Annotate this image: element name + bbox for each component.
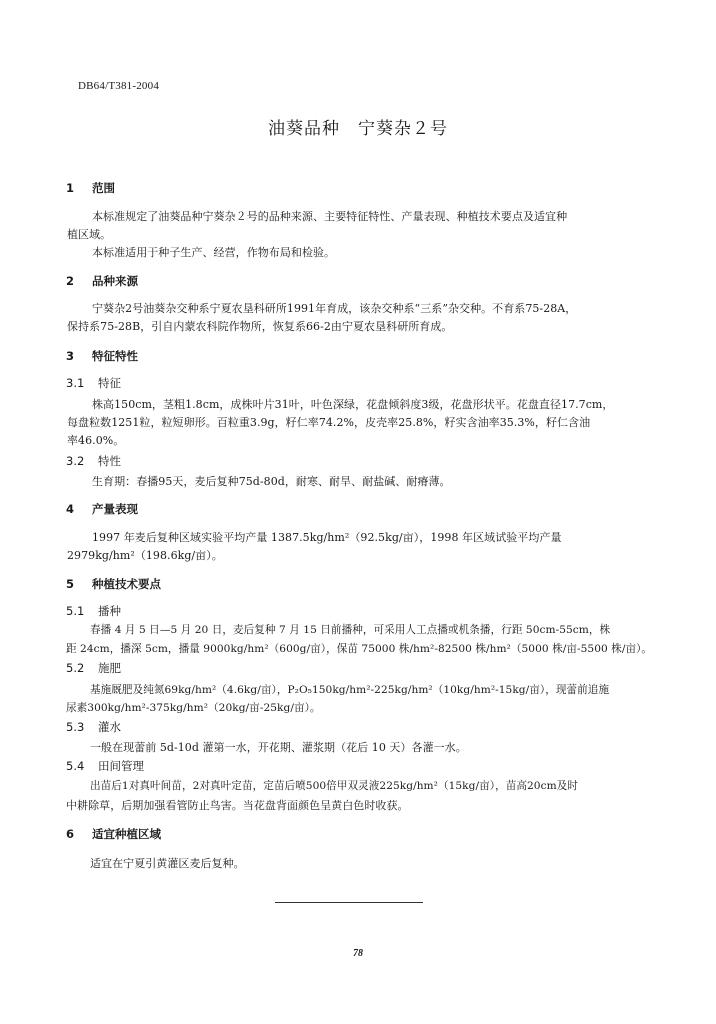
section-heading-1 bbox=[66, 180, 115, 196]
paragraph-line: 中耕除草，后期加强看管防止鸟害。当花盘背面颜色呈黄白色时收获。 bbox=[66, 799, 409, 812]
paragraph-line: 1997 年麦后复种区域实验平均产量 1387.5kg/hm²（92.5kg/亩），1998 年区域试验平均产量 bbox=[92, 531, 562, 544]
paragraph-line: 基施厩肥及纯氮69kg/hm²（4.6kg/亩），P₂O₅150kg/hm²-225kg/hm²（10kg/hm²-15kg/亩），现蕾前追施 bbox=[90, 684, 610, 696]
subsection-title: 播种 bbox=[98, 604, 121, 618]
paragraph-line: 率46.0%。 bbox=[67, 434, 125, 447]
section-number: 6 bbox=[66, 827, 75, 841]
paragraph-line: 春播 4 月 5 日—5 月 20 日，麦后复种 7 月 15 日前播种，可采用人工点播或机条播，行距 50cm-55cm，株 bbox=[90, 624, 611, 636]
subsection-number: 5.4 bbox=[66, 759, 85, 773]
paragraph-line: 生育期：春播95天，麦后复种75d-80d，耐寒、耐旱、耐盐碱、耐瘠薄。 bbox=[92, 475, 451, 488]
subsection-title: 施肥 bbox=[98, 661, 121, 675]
paragraph-line: 距 24cm，播深 5cm，播量 9000kg/hm²（600g/亩），保苗 75000 株/hm²-82500 株/hm²（5000 株/亩-5500 株/亩）。 bbox=[66, 643, 653, 655]
subsection-number: 3.1 bbox=[66, 376, 85, 390]
section-number: 2 bbox=[66, 274, 75, 288]
paragraph-line: 保持系75-28B，引自内蒙农科院作物所，恢复系66-2由宁夏农垦科研所育成。 bbox=[67, 320, 453, 333]
document-code: DB64/T381-2004 bbox=[78, 80, 160, 92]
section-number: 5 bbox=[66, 577, 75, 591]
subsection-heading-5-2 bbox=[66, 660, 121, 676]
paragraph-line: 株高150cm，茎粗1.8cm，成株叶片31叶，叶色深绿，花盘倾斜度3级，花盘形状平。花盘直径17.7cm， bbox=[92, 398, 614, 411]
subsection-title: 灌水 bbox=[98, 720, 121, 734]
page-number: 78 bbox=[353, 948, 363, 959]
subsection-title: 特性 bbox=[98, 454, 121, 468]
subsection-number: 5.1 bbox=[66, 604, 85, 618]
section-number: 4 bbox=[66, 502, 75, 516]
section-title: 适宜种植区域 bbox=[92, 827, 161, 841]
section-heading-2 bbox=[66, 273, 138, 289]
subsection-number: 5.3 bbox=[66, 720, 85, 734]
paragraph-line: 2979kg/hm²（198.6kg/亩）。 bbox=[67, 549, 223, 562]
section-title: 产量表现 bbox=[92, 502, 138, 516]
section-title: 范围 bbox=[92, 181, 115, 195]
paragraph-line: 尿素300kg/hm²-375kg/hm²（20kg/亩-25kg/亩）。 bbox=[66, 702, 321, 714]
section-heading-6 bbox=[66, 826, 161, 842]
paragraph-line: 本标准规定了油葵品种宁葵杂２号的品种来源、主要特征特性、产量表现、种植技术要点及适宜种 bbox=[92, 210, 568, 223]
section-heading-3 bbox=[66, 348, 138, 364]
section-heading-5 bbox=[66, 576, 161, 592]
section-title: 品种来源 bbox=[92, 274, 138, 288]
paragraph-line: 出苗后1对真叶间苗，2对真叶定苗，定苗后喷500倍甲双灵液225kg/hm²（15kg/亩），苗高20cm及时 bbox=[90, 780, 578, 792]
subsection-title: 田间管理 bbox=[98, 759, 144, 773]
section-number: 1 bbox=[66, 181, 75, 195]
end-rule-divider bbox=[275, 902, 423, 903]
section-heading-4 bbox=[66, 501, 138, 517]
paragraph-line: 每盘粒数1251粒，粒短卵形。百粒重3.9g，籽仁率74.2%，皮壳率25.8%，籽实含油率35.3%，籽仁含油 bbox=[67, 416, 591, 429]
paragraph-line: 适宜在宁夏引黄灌区麦后复种。 bbox=[90, 857, 245, 870]
paragraph-line: 一般在现蕾前 5d-10d 灌第一水，开花期、灌浆期（花后 10 天）各灌一水。 bbox=[90, 741, 467, 754]
section-title: 种植技术要点 bbox=[92, 577, 161, 591]
subsection-number: 5.2 bbox=[66, 661, 85, 675]
page-title: 油葵品种 宁葵杂２号 bbox=[268, 119, 448, 139]
subsection-title: 特征 bbox=[98, 376, 121, 390]
paragraph-line: 植区域。 bbox=[67, 228, 112, 241]
subsection-heading-3-1 bbox=[66, 375, 121, 391]
subsection-heading-5-1 bbox=[66, 603, 121, 619]
paragraph-line: 本标准适用于种子生产、经营，作物布局和检验。 bbox=[92, 246, 336, 259]
subsection-heading-5-4 bbox=[66, 758, 144, 774]
section-number: 3 bbox=[66, 349, 75, 363]
subsection-heading-3-2 bbox=[66, 453, 121, 469]
section-title: 特征特性 bbox=[92, 349, 138, 363]
paragraph-line: 宁葵杂2号油葵杂交种系宁夏农垦科研所1991年育成，该杂交种系“三系”杂交种。不育系75-28A， bbox=[92, 302, 577, 315]
subsection-heading-5-3 bbox=[66, 719, 121, 735]
subsection-number: 3.2 bbox=[66, 454, 85, 468]
